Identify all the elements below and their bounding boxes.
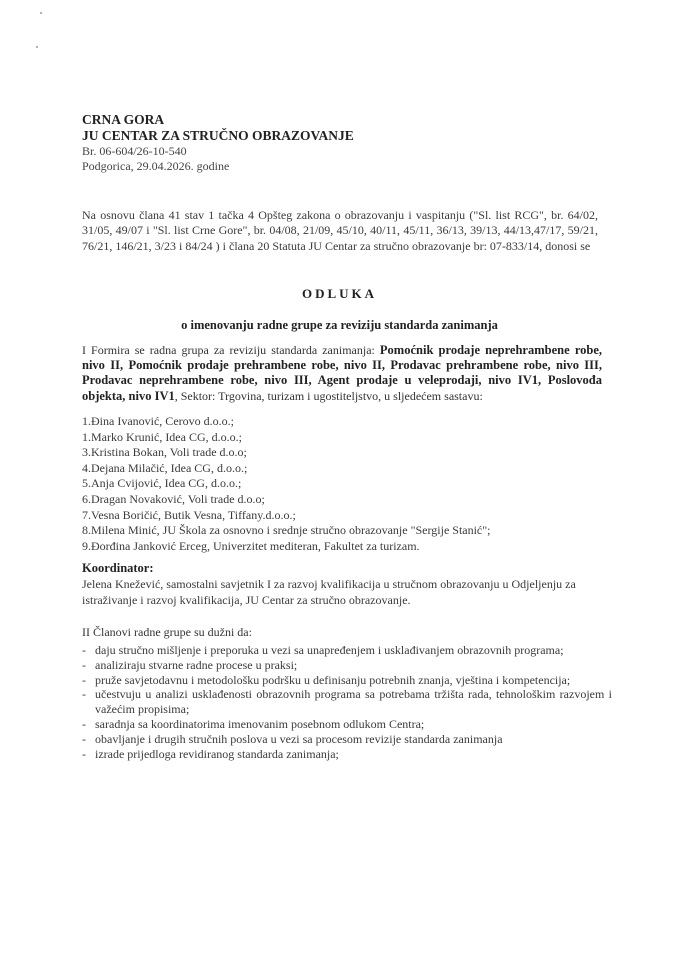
section-one-tail: , Sektor: Trgovina, turizam i ugostiteljstvo, u sljedećem sastavu:	[174, 388, 483, 403]
member-item: 9.Đorđina Janković Erceg, Univerzitet mediteran, Fakultet za turizam.	[82, 538, 420, 553]
coordinator-text: Jelena Knežević, samostalni savjetnik I za razvoj kvalifikacija u stručnom obrazovanju u Odjeljenju za istraživanje i razvoj kvalifikacija, JU Centar za stručno obrazovanje.	[82, 577, 576, 607]
member-item: 7.Vesna Boričić, Butik Vesna, Tiffany.d.o.o.;	[82, 507, 296, 522]
member-item: 5.Anja Cvijović, Idea CG, d.o.o.;	[82, 476, 242, 491]
country-name: CRNA GORA	[82, 112, 165, 127]
document-subtitle: o imenovanju radne grupe za reviziju standarda zanimanja	[181, 318, 498, 332]
bullet-dash: -	[82, 657, 86, 672]
bullet-dash: -	[82, 731, 86, 746]
duty-text: obavljanje i drugih stručnih poslova u vezi sa procesom revizije standarda zanimanja	[95, 731, 503, 746]
duty-text: analiziraju stvarne radne procese u praksi;	[95, 657, 298, 672]
duty-text: izrade prijedloga revidiranog standarda zanimanja;	[95, 746, 339, 761]
duty-text: saradnja sa koordinatorima imenovanim posebnom odlukom Centra;	[95, 716, 425, 731]
working-group-members	[82, 414, 612, 554]
section-two-heading: II Članovi radne grupe su dužni da:	[82, 625, 252, 639]
duty-item	[82, 717, 612, 732]
duty-item	[82, 687, 612, 717]
bullet-dash: -	[82, 746, 86, 761]
member-item: 6.Dragan Novaković, Voli trade d.o.o;	[82, 491, 265, 506]
duty-text: daju stručno mišljenje i preporuka u vezi sa unapređenjem i usklađivanjem obrazovnih programa;	[95, 643, 564, 657]
duty-item	[82, 673, 612, 688]
scan-speck	[36, 46, 38, 48]
member-item: 1.Marko Krunić, Idea CG, d.o.o.;	[82, 429, 242, 444]
member-item: 1.Đina Ivanović, Cerovo d.o.o.;	[82, 414, 234, 428]
member-item: 4.Dejana Milačić, Idea CG, d.o.o.;	[82, 460, 248, 475]
section-one-lead: I Formira se radna grupa za reviziju standarda zanimanja:	[82, 343, 375, 357]
bullet-dash: -	[82, 672, 86, 687]
bullet-dash: -	[82, 716, 86, 731]
bullet-dash: -	[82, 687, 86, 702]
document-header	[82, 112, 602, 174]
member-item: 8.Milena Minić, JU Škola za osnovno i srednje stručno obrazovanje "Sergije Stanić";	[82, 523, 491, 538]
duties-list	[82, 643, 612, 761]
duty-text: pruže savjetodavnu i metodološku podršku u definisanju potrebnih znanja, vještina i kompetencija;	[95, 672, 571, 687]
duty-item	[82, 658, 612, 673]
document-number: Br. 06-604/26-10-540	[82, 144, 187, 158]
coordinator-label: Koordinator:	[82, 561, 154, 575]
member-item: 3.Kristina Bokan, Voli trade d.o.o;	[82, 445, 247, 460]
institution-name: JU CENTAR ZA STRUČNO OBRAZOVANJE	[82, 128, 354, 143]
duty-item	[82, 747, 612, 762]
place-date: Podgorica, 29.04.2026. godine	[82, 159, 230, 173]
bullet-dash: -	[82, 643, 86, 657]
scan-speck	[40, 12, 42, 14]
duty-text: učestvuju u analizi usklađenosti obrazovnih programa sa potrebama tržišta rada, tehnološkim razvojem i važećim propisima;	[95, 687, 612, 717]
section-one	[82, 343, 602, 404]
occupation-list: Pomoćnik prodaje neprehrambene robe, nivo II, Pomoćnik prodaje prehrambene robe, nivo II, Prodavac prehrambene robe, nivo III, Prodavac neprehrambene robe, nivo III, Agent prodaje u veleprodaji, nivo IV1, Poslovođa objekta, nivo IV1	[82, 343, 603, 403]
duty-item	[82, 643, 612, 658]
legal-basis-paragraph: Na osnovu člana 41 stav 1 tačka 4 Opšteg zakona o obrazovanju i vaspitanju ("Sl. list RCG", br. 64/02, 31/05, 49/07 i "Sl. list Crne Gore", br. 04/08, 21/09, 45/10, 40/11, 45/11, 36/13, 39/13, 44/13,47/17, 59/21, 76/21, 146/21, 3/23 i 84/24 ) i člana 20 Statuta JU Centar za stručno obrazovanje br: 07-833/14, donosi se	[82, 208, 598, 253]
duty-item	[82, 732, 612, 747]
document-title: ODLUKA	[301, 286, 378, 301]
